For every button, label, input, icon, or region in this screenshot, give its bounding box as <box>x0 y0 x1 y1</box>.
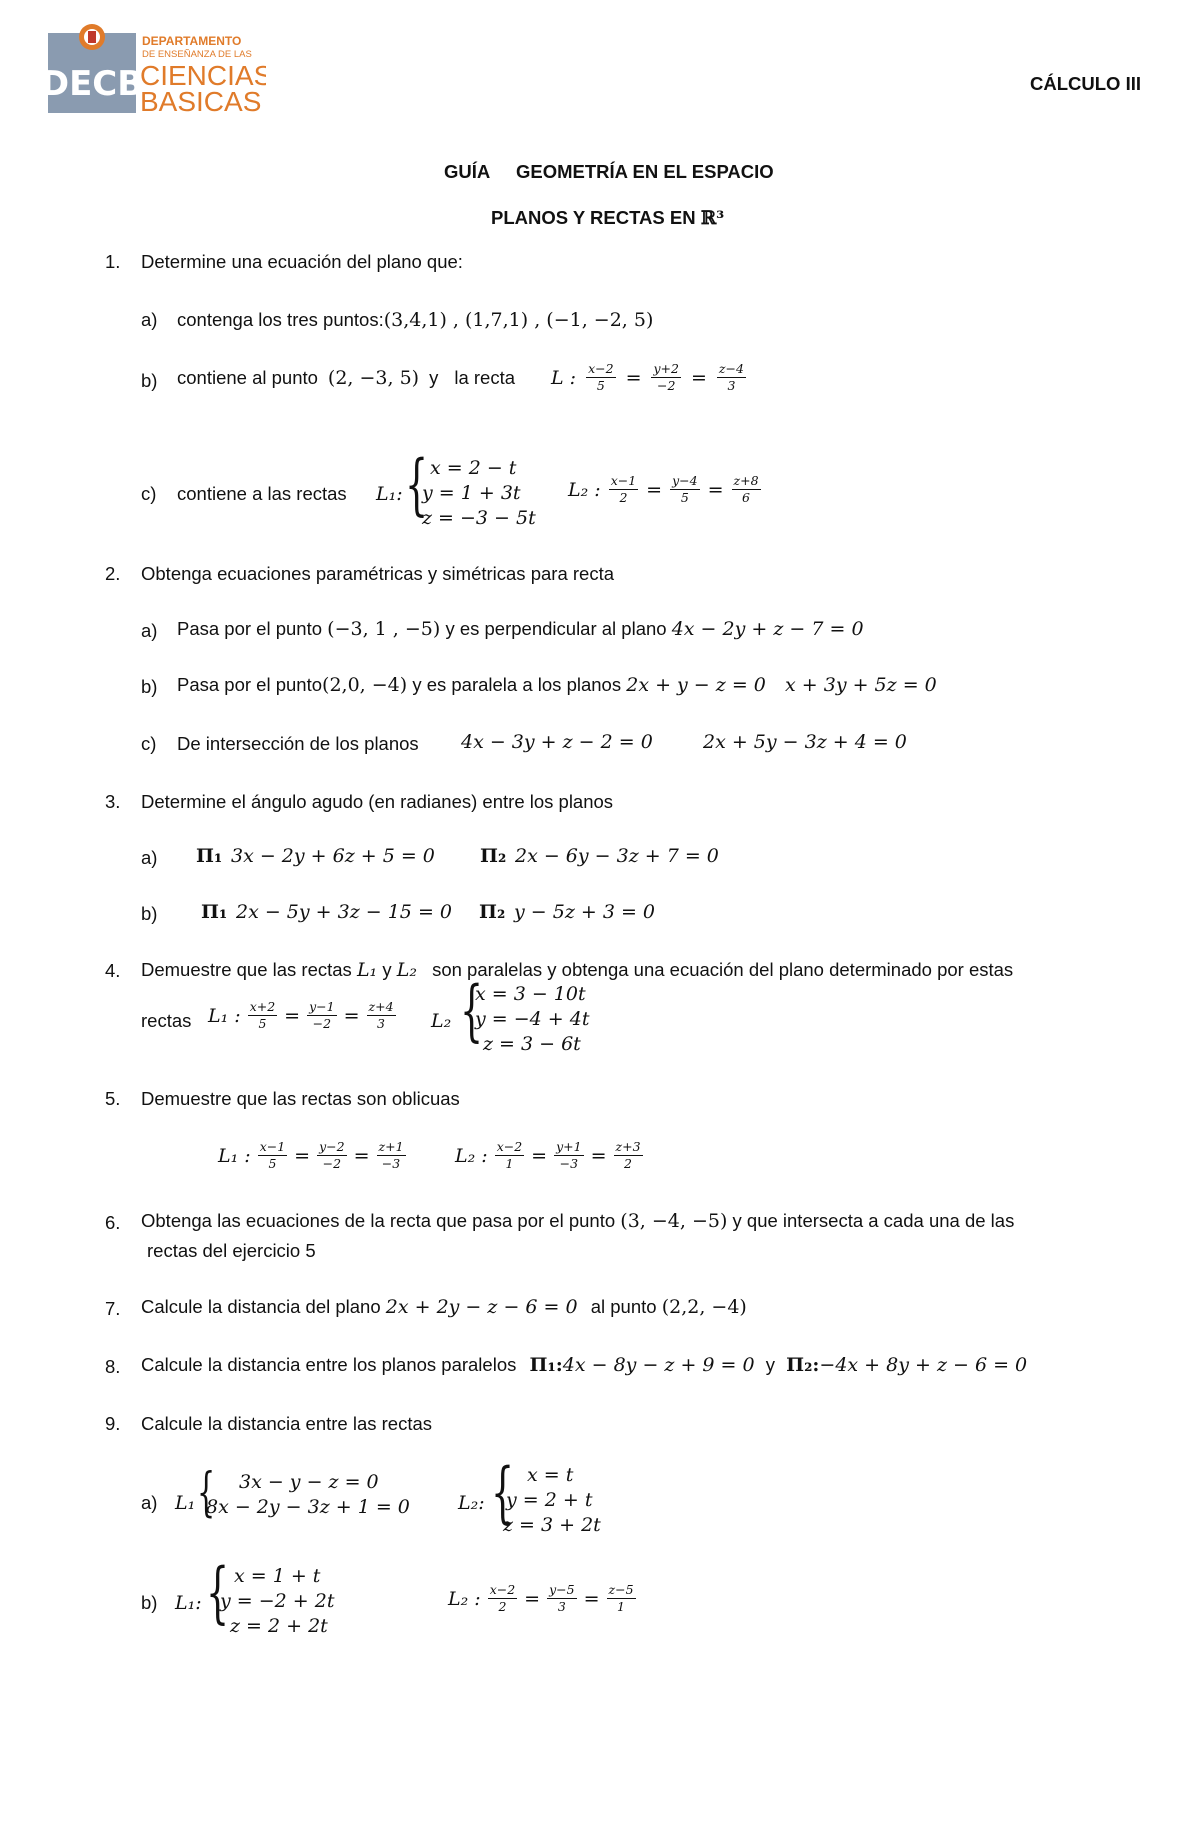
p9a-g1: x = t <box>527 1464 574 1486</box>
subtitle <box>491 207 724 229</box>
p9a-label: a) <box>141 1492 158 1513</box>
guide-label: GUÍA <box>444 161 491 182</box>
p3b-plane1: 2x − 5y + 3z − 15 = 0 <box>236 901 452 923</box>
p2a-point: (−3, 1 , −5) <box>327 618 441 640</box>
p9a-eq2: 8x − 2y − 3z + 1 = 0 <box>206 1496 410 1518</box>
p4-L2-label: L₂ <box>431 1010 452 1032</box>
p3a-label: a) <box>141 847 158 868</box>
p3b-P1: Π₁ <box>201 901 228 923</box>
p2c-desc: De intersección de los planos <box>177 733 419 754</box>
p9a-L1-label: L₁ <box>175 1492 196 1514</box>
p9a-L2-label: L₂: <box>458 1492 485 1514</box>
p1c-eq3: z = −3 − 5t <box>422 507 536 529</box>
svg-text:DEPARTAMENTO: DEPARTAMENTO <box>142 34 242 48</box>
problem-4-number: 4. <box>105 960 121 981</box>
p2b-point: (2,0, −4) <box>322 674 408 696</box>
p9a-eq1: 3x − y − z = 0 <box>239 1471 379 1493</box>
p1c-L2: L₂ : $\frac{x-1}{2}$ = $\frac{y-4}{5}$ = $\frac{z+8}{6}$ <box>568 473 759 505</box>
p3b-label: b) <box>141 903 158 924</box>
p1b-and: y <box>429 366 439 388</box>
p1c-label: c) <box>141 483 157 504</box>
p5-L2: L₂ : $\frac{x-2}{1}$ = $\frac{y+1}{-3}$ = $\frac{z+3}{2}$ <box>455 1139 641 1171</box>
p2b-plane2: x + 3y + 5z = 0 <box>785 674 937 696</box>
p4-eq3: z = 3 − 6t <box>483 1033 581 1055</box>
p1a-desc: contenga los tres puntos: <box>177 309 384 330</box>
problem-6-text-cont: rectas del ejercicio 5 <box>147 1240 316 1261</box>
department-logo <box>48 23 266 114</box>
p1c-brace: { <box>405 446 429 523</box>
p9b-L2: L₂ : $\frac{x-2}{2}$ = $\frac{y-5}{3}$ = $\frac{z-5}{1}$ <box>448 1582 634 1614</box>
p4-eq1: x = 3 − 10t <box>475 983 586 1005</box>
p3a-P1: Π₁ <box>196 845 223 867</box>
p1b-desc2: la recta <box>454 366 516 388</box>
problem-3-text: Determine el ángulo agudo (en radianes) entre los planos <box>141 791 614 812</box>
p2a-plane: 4x − 2y + z − 7 = 0 <box>671 618 864 640</box>
p5-L1: L₁ : $\frac{x-1}{5}$ = $\frac{y-2}{-2}$ = $\frac{z+1}{-3}$ <box>218 1139 404 1171</box>
p8-plane1: 4x − 8y − z + 9 = 0 <box>562 1354 755 1376</box>
p9a-system1 <box>206 1470 410 1520</box>
p1b-frac-y: $\frac{y+2}{-2}$ <box>653 361 679 393</box>
p4-eq2: y = −4 + 4t <box>475 1008 590 1030</box>
p2a-content: Pasa por el punto (−3, 1 , −5) y es perpendicular al plano 4x − 2y + z − 7 = 0 <box>177 618 864 640</box>
p1b-line-label: L : <box>551 366 577 389</box>
course-title: CÁLCULO III <box>1030 73 1141 94</box>
p1a-label: a) <box>141 309 158 330</box>
p1b-label: b) <box>141 370 158 391</box>
p3a-plane1: 3x − 2y + 6z + 5 = 0 <box>231 845 435 867</box>
p1b-point: (2, −3, 5) <box>327 366 420 389</box>
p4-system <box>475 982 589 1057</box>
problem-1-text: Determine una ecuación del plano que: <box>141 251 463 272</box>
p9b-eq2: y = −2 + 2t <box>220 1590 335 1612</box>
problem-7-number: 7. <box>105 1298 121 1319</box>
p9b-system <box>220 1564 334 1639</box>
r3-symbol: ℝ³ <box>700 208 725 229</box>
problem-1-number: 1. <box>105 251 121 272</box>
p9b-brace: { <box>206 1554 230 1631</box>
p1c-system <box>422 456 536 531</box>
p2b-label: b) <box>141 676 158 697</box>
svg-text:BASICAS: BASICAS <box>140 86 262 114</box>
p2a-label: a) <box>141 620 158 641</box>
p7-point: (2,2, −4) <box>661 1296 747 1318</box>
p3b-plane2: y − 5z + 3 = 0 <box>514 901 656 923</box>
svg-text:DECB: DECB <box>48 64 144 104</box>
p1c-desc: contiene a las rectas <box>177 483 347 504</box>
p9b-eq3: z = 2 + 2t <box>230 1615 328 1637</box>
p1b-frac-x: $\frac{x-2}{5}$ <box>588 361 614 393</box>
problem-5-number: 5. <box>105 1088 121 1109</box>
p9a-brace1: { <box>197 1463 216 1523</box>
p3a-plane2: 2x − 6y − 3z + 7 = 0 <box>515 845 719 867</box>
problem-4-text: Demuestre que las rectas L₁ y L₂ son paralelas y obtenga una ecuación del plano determinado por estas <box>141 959 1014 981</box>
p2b-content: Pasa por el punto(2,0, −4) y es paralela a los planos 2x + y − z = 0 x + 3y + 5z = 0 <box>177 674 937 696</box>
svg-text:DE ENSEÑANZA DE LAS: DE ENSEÑANZA DE LAS <box>142 49 252 60</box>
p8-P1: Π₁: <box>529 1354 563 1376</box>
p3b-P2: Π₂ <box>479 901 506 923</box>
p9a-g2: y = 2 + t <box>506 1489 593 1511</box>
p1c-L1-label: L₁: <box>376 483 403 505</box>
problem-6-text: Obtenga las ecuaciones de la recta que pasa por el punto (3, −4, −5) y que intersecta a cada una de las <box>141 1210 1015 1232</box>
p2b-plane1: 2x + y − z = 0 <box>626 674 766 696</box>
p1c-L2-label: L₂ : <box>568 478 601 501</box>
p4-brace: { <box>460 972 484 1049</box>
p2c-label: c) <box>141 733 157 754</box>
p4-L1-symmetric: L₁ : $\frac{x+2}{5}$ = $\frac{y-1}{-2}$ = $\frac{z+4}{3}$ <box>208 999 394 1031</box>
p9a-g3: z = 3 + 2t <box>503 1514 601 1536</box>
p9b-eq1: x = 1 + t <box>234 1565 321 1587</box>
p4-L1-inline: L₁ <box>356 959 378 981</box>
guide-title: GEOMETRÍA EN EL ESPACIO <box>516 161 774 182</box>
problem-3-number: 3. <box>105 791 121 812</box>
p9b-L1-label: L₁: <box>175 1592 202 1614</box>
p8-P2: Π₂: <box>786 1354 820 1376</box>
p9a-brace2: { <box>491 1454 515 1531</box>
logo-graphic <box>48 23 266 114</box>
problem-8-number: 8. <box>105 1356 121 1377</box>
problem-9-text: Calcule la distancia entre las rectas <box>141 1413 433 1434</box>
problem-2-number: 2. <box>105 563 121 584</box>
p4-rectas: rectas <box>141 1010 192 1031</box>
problem-9-number: 9. <box>105 1413 121 1434</box>
problem-8-text: Calcule la distancia entre los planos paralelos Π₁:4x − 8y − z + 9 = 0 y Π₂:−4x + 8y + z − 6 = 0 <box>141 1354 1028 1376</box>
p9b-label: b) <box>141 1592 158 1613</box>
problem-7-text: Calcule la distancia del plano 2x + 2y − z − 6 = 0 al punto (2,2, −4) <box>141 1296 747 1318</box>
p1b-frac-z: $\frac{z-4}{3}$ <box>718 361 744 393</box>
problem-5-text: Demuestre que las rectas son oblicuas <box>141 1088 460 1109</box>
p2c-plane1: 4x − 3y + z − 2 = 0 <box>461 731 653 753</box>
p1b-desc: contiene al punto <box>177 366 318 388</box>
p2c-plane2: 2x + 5y − 3z + 4 = 0 <box>703 731 907 753</box>
p9a-system2 <box>503 1463 601 1538</box>
svg-text:CIENCIAS: CIENCIAS <box>140 60 266 91</box>
p6-point: (3, −4, −5) <box>620 1210 728 1232</box>
p7-plane: 2x + 2y − z − 6 = 0 <box>385 1296 578 1318</box>
p4-L2-inline: L₂ <box>396 959 417 981</box>
problem-6-number: 6. <box>105 1212 121 1233</box>
p1a-text <box>177 309 653 331</box>
p1a-points: (3,4,1) , (1,7,1) , (−1, −2, 5) <box>383 309 654 331</box>
p3a-P2: Π₂ <box>480 845 507 867</box>
p1c-eq1: x = 2 − t <box>430 457 517 479</box>
p8-plane2: −4x + 8y + z − 6 = 0 <box>819 1354 1028 1376</box>
p1b-content: contiene al punto (2, −3, 5) y la recta L : $\frac{x-2}{5}$ = $\frac{y+2}{-2}$ = $\frac{z-4}{3}$ <box>177 361 744 393</box>
p1c-eq2: y = 1 + 3t <box>422 482 521 504</box>
subtitle-text: PLANOS Y RECTAS EN <box>491 207 701 228</box>
problem-2-text: Obtenga ecuaciones paramétricas y simétricas para recta <box>141 563 614 584</box>
